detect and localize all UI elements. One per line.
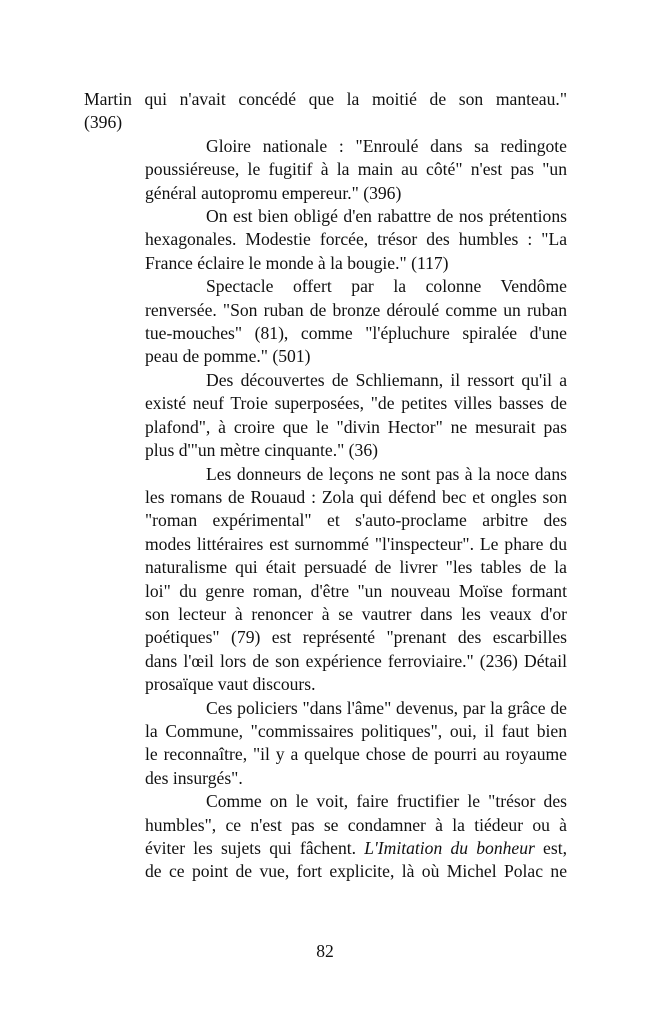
text-line: Les donneurs de leçons ne sont pas à la noce dans xyxy=(206,463,567,484)
text-line: plus d'"un mètre cinquante." (36) xyxy=(145,440,378,461)
paragraph xyxy=(84,463,567,697)
text-line: dans l'œil lors de son expérience ferroviaire." (236) Détail xyxy=(145,650,567,671)
text-line: des insurgés". xyxy=(145,767,243,788)
text-line: loi" du genre roman, d'être "un nouveau Moïse formant xyxy=(145,580,567,601)
text-line: naturalisme qui était persuadé de livrer "les tables de la xyxy=(145,557,567,578)
text-line: général autopromu empereur." (396) xyxy=(145,182,402,203)
text-line: France éclaire le monde à la bougie." (117) xyxy=(145,252,449,273)
paragraph xyxy=(84,88,567,135)
text-line: hexagonales. Modestie forcée, trésor des humbles : "La xyxy=(145,229,567,250)
text-line: son lecteur à renoncer à se vautrer dans les veaux d'or xyxy=(145,603,567,624)
text-line: Ces policiers "dans l'âme" devenus, par la grâce de xyxy=(206,697,567,718)
text-line: poussiéreuse, le fugitif à la main au côté" n'est pas "un xyxy=(145,159,567,180)
text-line: "roman expérimental" et s'auto-proclame arbitre des xyxy=(145,510,567,531)
book-title: L'Imitation du bonheur xyxy=(364,838,535,858)
page-number: 82 xyxy=(316,941,334,961)
text-line: Des découvertes de Schliemann, il ressort qu'il a xyxy=(206,369,567,390)
paragraph xyxy=(84,369,567,463)
text-line: la Commune, "commissaires politiques", oui, il faut bien xyxy=(145,720,567,741)
paragraph xyxy=(84,790,567,884)
text-line: Gloire nationale : "Enroulé dans sa redingote xyxy=(206,135,567,156)
paragraph xyxy=(84,205,567,275)
text-line: renversée. "Son ruban de bronze déroulé comme un ruban xyxy=(145,299,567,320)
text-line: existé neuf Troie superposées, "de petites villes basses de xyxy=(145,393,567,414)
text-line: Martin qui n'avait concédé que la moitié de son manteau." xyxy=(84,89,567,109)
paragraph xyxy=(84,275,567,369)
text-line: humbles", ce n'est pas se condamner à la tiédeur ou à xyxy=(145,814,567,835)
text-line: prosaïque vaut discours. xyxy=(145,674,316,695)
text-line: Comme on le voit, faire fructifier le "trésor des xyxy=(206,791,567,812)
text-line: le reconnaître, "il y a quelque chose de pourri au royaume xyxy=(145,744,567,765)
paragraph xyxy=(84,135,567,205)
text-line: de ce point de vue, fort explicite, là où Michel Polac ne xyxy=(145,861,567,882)
page-body xyxy=(84,88,567,884)
text-line: (396) xyxy=(84,112,123,133)
text-line: On est bien obligé d'en rabattre de nos prétentions xyxy=(206,206,567,227)
text-line xyxy=(84,837,567,860)
text-line: Spectacle offert par la colonne Vendôme xyxy=(206,276,567,297)
text-line: poétiques" (79) est représenté "prenant des escarbilles xyxy=(145,627,567,648)
text-line: peau de pomme." (501) xyxy=(145,346,311,367)
text-line: les romans de Rouaud : Zola qui défend bec et ongles son xyxy=(145,486,567,507)
text-segment: éviter les sujets qui fâchent. xyxy=(145,838,365,858)
text-segment: est, xyxy=(534,838,567,858)
text-line: plafond", à croire que le "divin Hector" ne mesurait pas xyxy=(145,416,567,437)
text-line: tue-mouches" (81), comme "l'épluchure spiralée d'une xyxy=(145,323,567,344)
paragraph xyxy=(84,697,567,791)
text-line: modes littéraires est surnommé "l'inspecteur". Le phare du xyxy=(145,533,567,554)
